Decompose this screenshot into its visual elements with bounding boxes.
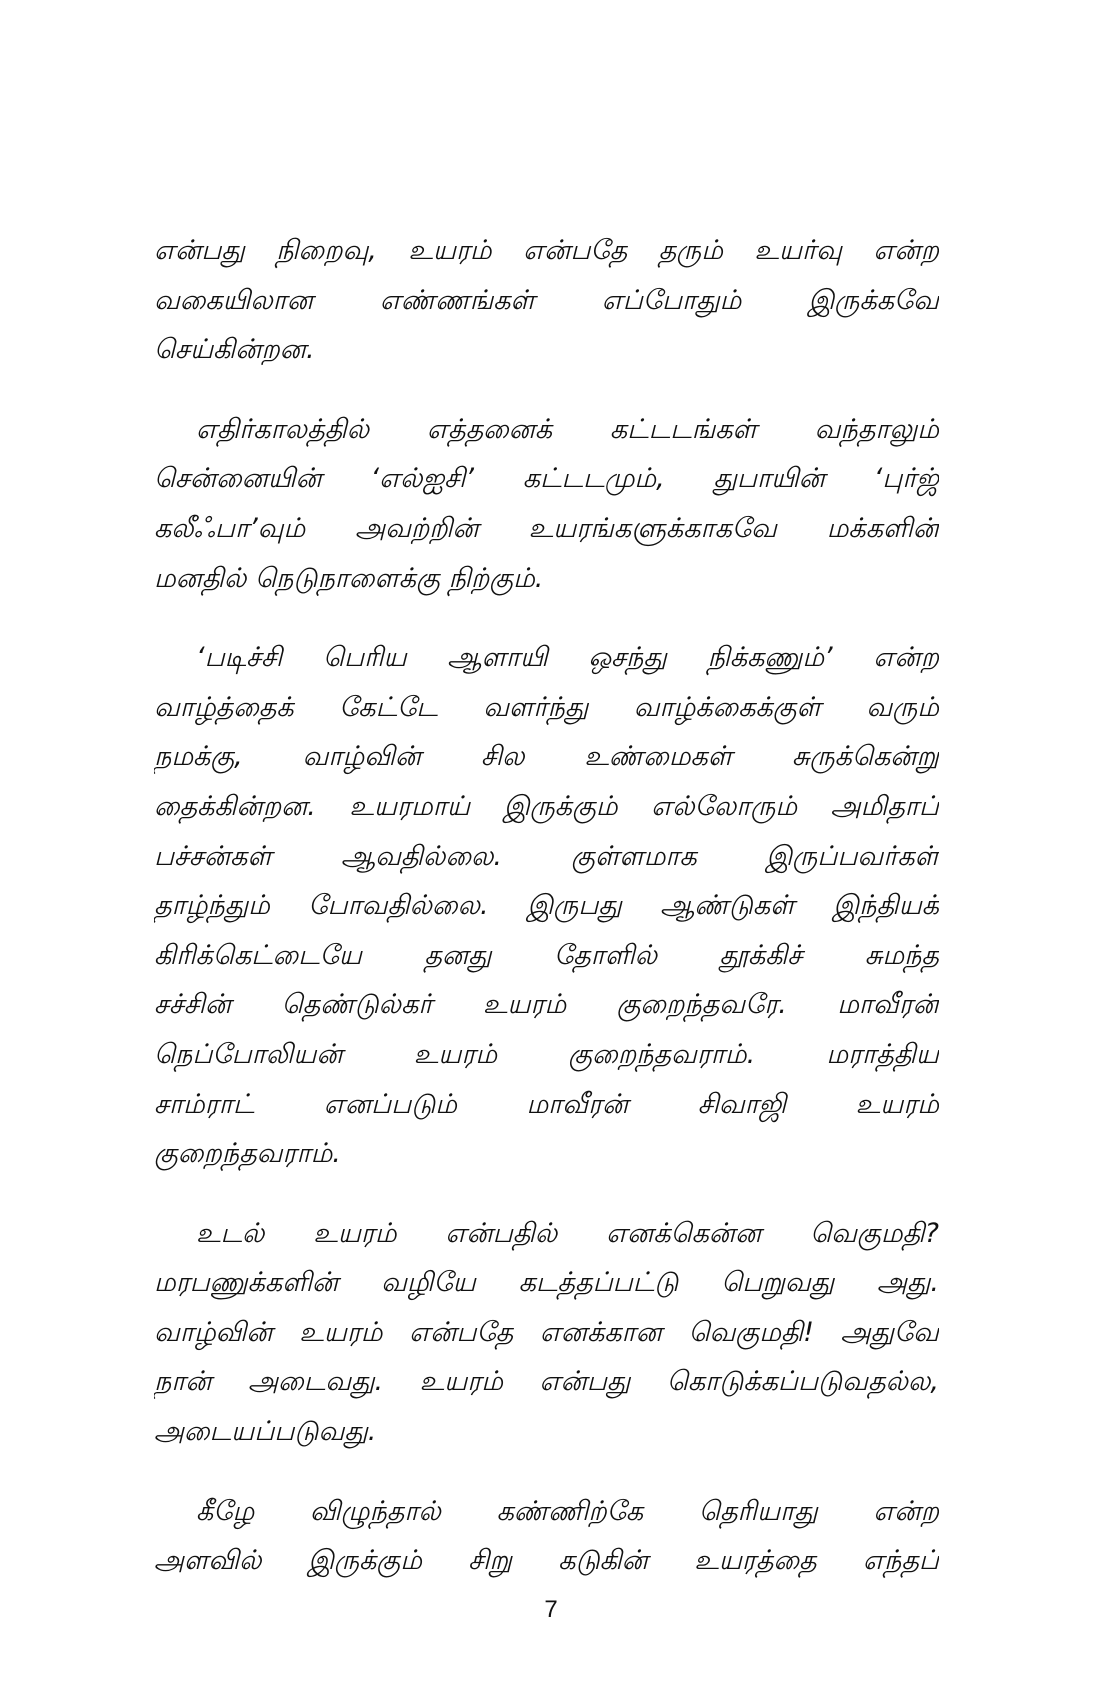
text-line: வாழ்வின் உயரம் என்பதே எனக்கான வெகுமதி! அதுவே: [154, 1316, 939, 1348]
text-line: சச்சின் தெண்டுல்கர் உயரம் குறைந்தவரே. மாவீரன்: [154, 989, 939, 1021]
text-line: உடல் உயரம் என்பதில் எனக்கென்ன வெகுமதி?: [196, 1217, 939, 1249]
text-line: கலீஃபா’வும் அவற்றின் உயரங்களுக்காகவே மக்களின்: [154, 512, 939, 544]
paragraph-4: [154, 1209, 939, 1457]
text-line: பச்சன்கள் ஆவதில்லை. குள்ளமாக இருப்பவர்கள்: [154, 840, 939, 872]
text-line: ‘படிச்சி பெரிய ஆளாயி ஒசந்து நிக்கணும்’ என்ற: [196, 642, 939, 674]
page-number: 7: [544, 1596, 558, 1623]
text-line: மரபணுக்களின் வழியே கடத்தப்பட்டு பெறுவது அது.: [154, 1267, 939, 1299]
text-line: அளவில் இருக்கும் சிறு கடுகின் உயரத்தை எந்தப்: [154, 1545, 939, 1577]
text-line: அடையப்படுவது.: [154, 1416, 377, 1448]
text-line: நான் அடைவது. உயரம் என்பது கொடுக்கப்படுவதல்ல,: [154, 1366, 939, 1398]
text-line: கீழே விழுந்தால் கண்ணிற்கே தெரியாது என்ற: [196, 1495, 939, 1527]
text-line: தாழ்ந்தும் போவதில்லை. இருபது ஆண்டுகள் இந்தியக்: [154, 890, 939, 922]
paragraph-2: [154, 405, 939, 603]
text-line: செய்கின்றன.: [154, 334, 315, 366]
paragraph-3: [154, 633, 939, 1179]
text-line: நெப்போலியன் உயரம் குறைந்தவராம். மராத்திய: [154, 1038, 939, 1070]
text-line: கிரிக்கெட்டையே தனது தோளில் தூக்கிச் சுமந்த: [154, 939, 939, 971]
body-text: [154, 226, 939, 1616]
text-line: நமக்கு, வாழ்வின் சில உண்மைகள் சுருக்கென்று: [154, 741, 939, 773]
paragraph-5: [154, 1487, 939, 1586]
text-line: குறைந்தவராம்.: [154, 1138, 341, 1170]
text-line: சென்னையின் ‘எல்ஐசி’ கட்டடமும், துபாயின் ‘புர்ஜ்: [154, 463, 939, 495]
paragraph-1: [154, 226, 939, 375]
text-line: எதிர்காலத்தில் எத்தனைக் கட்டடங்கள் வந்தாலும்: [196, 413, 939, 445]
text-line: வகையிலான எண்ணங்கள் எப்போதும் இருக்கவே: [154, 284, 939, 316]
text-line: தைக்கின்றன. உயரமாய் இருக்கும் எல்லோரும் அமிதாப்: [154, 790, 939, 822]
text-line: என்பது நிறைவு, உயரம் என்பதே தரும் உயர்வு என்ற: [154, 235, 939, 266]
text-line: சாம்ராட் எனப்படும் மாவீரன் சிவாஜி உயரம்: [154, 1088, 939, 1120]
text-line: மனதில் நெடுநாளைக்கு நிற்கும்.: [154, 562, 544, 594]
text-line: வாழ்த்தைக் கேட்டே வளர்ந்து வாழ்க்கைக்குள் வரும்: [154, 691, 939, 723]
